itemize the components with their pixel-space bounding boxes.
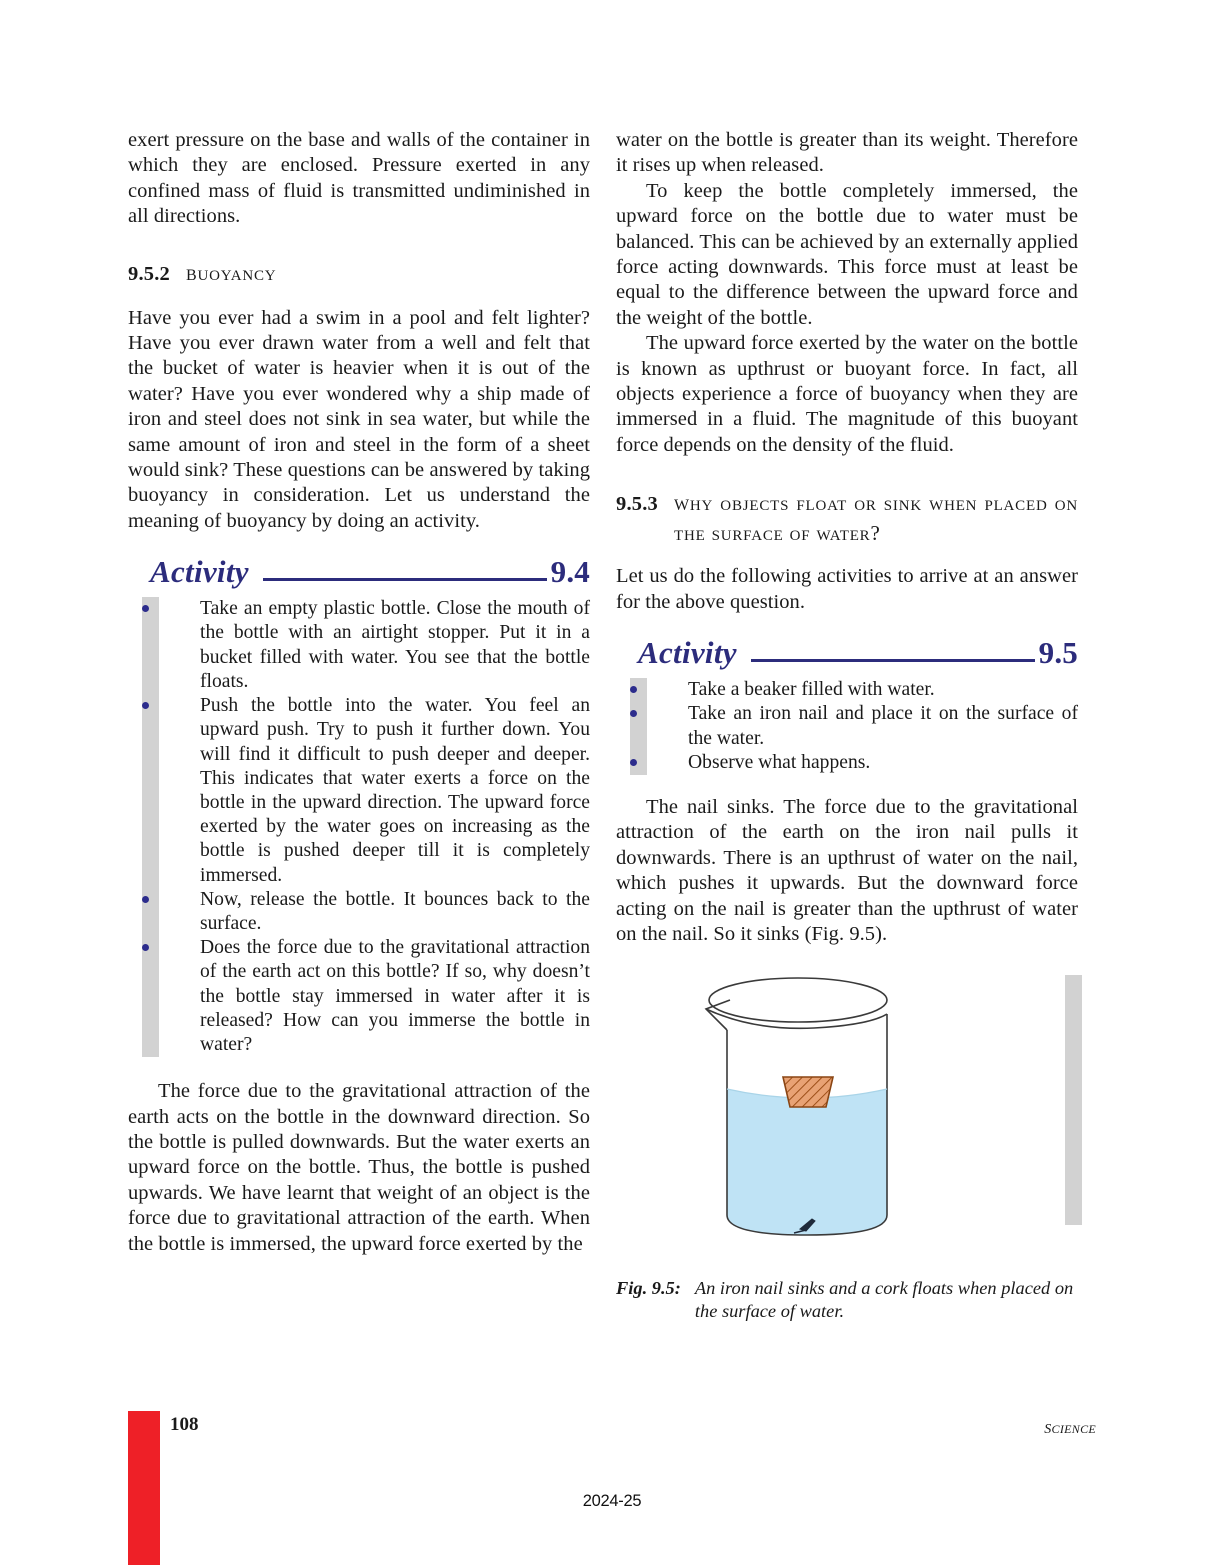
section-number: 9.5.3 xyxy=(616,493,658,516)
list-item xyxy=(688,702,1078,750)
section-heading-9-5-2 xyxy=(128,258,590,288)
section-number: 9.5.2 xyxy=(128,262,170,285)
list-item-text: Take a beaker filled with water. xyxy=(688,679,935,701)
activity-header-9-4 xyxy=(150,554,590,590)
list-item-text: Take an empty plastic bottle. Close the mouth of the bottle with an airtight stopper. Put it in a bucket filled with water. You see that the bottle floats. xyxy=(200,598,590,692)
section-heading-9-5-3 xyxy=(616,488,1078,548)
bullet-icon xyxy=(630,759,637,766)
right-column xyxy=(616,128,1078,1323)
activity-gray-bar xyxy=(142,597,159,1057)
activity-block-9-5 xyxy=(616,678,1078,775)
paragraph-lead-activities: Let us do the following activities to arrive at an answer for the above question. xyxy=(616,565,1078,613)
activity-list-9-5 xyxy=(688,678,1078,775)
list-item xyxy=(200,597,590,694)
page-edge-marker xyxy=(128,1411,160,1565)
figure-caption-text: An iron nail sinks and a cork floats when placed on the surface of water. xyxy=(694,1278,1074,1322)
bullet-icon xyxy=(142,896,149,903)
figure-caption xyxy=(616,1277,1078,1323)
figure-9-5 xyxy=(616,961,1078,1261)
list-item xyxy=(688,751,1078,775)
paragraph-force-gravitational: The force due to the gravitational attraction of the earth acts on the bottle in the downward direction. So the bottle is pulled downwards. But the water exerts an upward force on the bottle. Thus, the bottle is pushed upwards. We have learnt that weight of an object is the force due to gravitational attraction of the earth. When the bottle is immersed, the upward force exerted by the xyxy=(128,1080,590,1255)
figure-gray-bar xyxy=(1065,975,1082,1225)
beaker-spout xyxy=(706,1000,730,1030)
activity-word: Activity xyxy=(638,635,737,671)
list-item xyxy=(200,936,590,1057)
edition-year: 2024-25 xyxy=(582,1492,642,1510)
activity-rule xyxy=(751,659,1035,662)
paragraph-continued-pressure: exert pressure on the base and walls of the container in which they are enclosed. Pressure exerted in any confined mass of fluid is transmitted undiminished in all directions. xyxy=(128,129,590,228)
list-item xyxy=(200,888,590,936)
book-name: science xyxy=(1044,1416,1096,1438)
activity-number: 9.5 xyxy=(1038,635,1078,671)
beaker-rim-ellipse xyxy=(709,978,887,1022)
list-item-text: Push the bottle into the water. You feel an upward push. Try to push it further down. You will find it difficult to push deeper and deeper. This indicates that water exerts a force on the bottle in the upward direction. The upward force exerted by the water goes on increasing as the bottle is pushed deeper till it is completely immersed. xyxy=(200,695,590,886)
beaker-rim-front xyxy=(706,1009,887,1028)
paragraph-continued-weight: water on the bottle is greater than its weight. Therefore it rises up when released. xyxy=(616,129,1078,177)
figure-label: Fig. 9.5: xyxy=(616,1278,681,1299)
cork-icon xyxy=(783,1077,833,1107)
activity-header-9-5 xyxy=(638,635,1078,671)
list-item xyxy=(200,694,590,888)
section-title: buoyancy xyxy=(186,259,277,286)
page-number: 108 xyxy=(170,1414,199,1435)
list-item xyxy=(688,678,1078,702)
activity-rule xyxy=(263,578,547,581)
paragraph-keep-immersed: To keep the bottle completely immersed, the upward force on the bottle due to water must be balanced. This can be achieved by an externally applied force acting downwards. This force must at least be equal to the difference between the upward force and the weight of the bottle. xyxy=(616,179,1078,329)
left-column xyxy=(128,128,590,1257)
paragraph-upthrust: The upward force exerted by the water on the bottle is known as upthrust or buoyant force. In fact, all objects experience a force of buoyancy when they are immersed in a fluid. The magnitude of this buoyant force depends on the density of the fluid. xyxy=(616,332,1078,456)
water-fill xyxy=(727,1089,887,1235)
section-title: why objects float or sink when placed on the surface of water? xyxy=(674,490,1078,546)
activity-block-9-4 xyxy=(128,597,590,1057)
paragraph-nail-sinks: The nail sinks. The force due to the gravitational attraction of the earth on the iron nail pulls it downwards. There is an upthrust of water on the nail, which pushes it upwards. But the downward force acting on the nail is greater than the upthrust of water on the nail. So it sinks (Fig. 9.5). xyxy=(616,795,1078,945)
activity-word: Activity xyxy=(150,554,249,590)
list-item-text: Does the force due to the gravitational attraction of the earth act on this bottle? If so, why doesn’t the bottle stay immersed in water after it is released? How can you immerse the bottle in water? xyxy=(200,937,590,1055)
list-item-text: Now, release the bottle. It bounces back to the surface. xyxy=(200,888,590,934)
activity-list-9-4 xyxy=(200,597,590,1057)
list-item-text: Take an iron nail and place it on the surface of the water. xyxy=(688,703,1078,749)
beaker-illustration xyxy=(694,967,954,1257)
paragraph-buoyancy-intro: Have you ever had a swim in a pool and felt lighter? Have you ever drawn water from a well and felt that the bucket of water is heavier when it is out of the water? Have you ever wondered why a ship made of iron and steel does not sink in sea water, but while the same amount of iron and steel in the form of a sheet would sink? These questions can be answered by taking buoyancy in consideration. Let us understand the meaning of buoyancy by doing an activity. xyxy=(128,306,590,532)
list-item-text: Observe what happens. xyxy=(688,751,871,773)
activity-number: 9.4 xyxy=(550,554,590,590)
